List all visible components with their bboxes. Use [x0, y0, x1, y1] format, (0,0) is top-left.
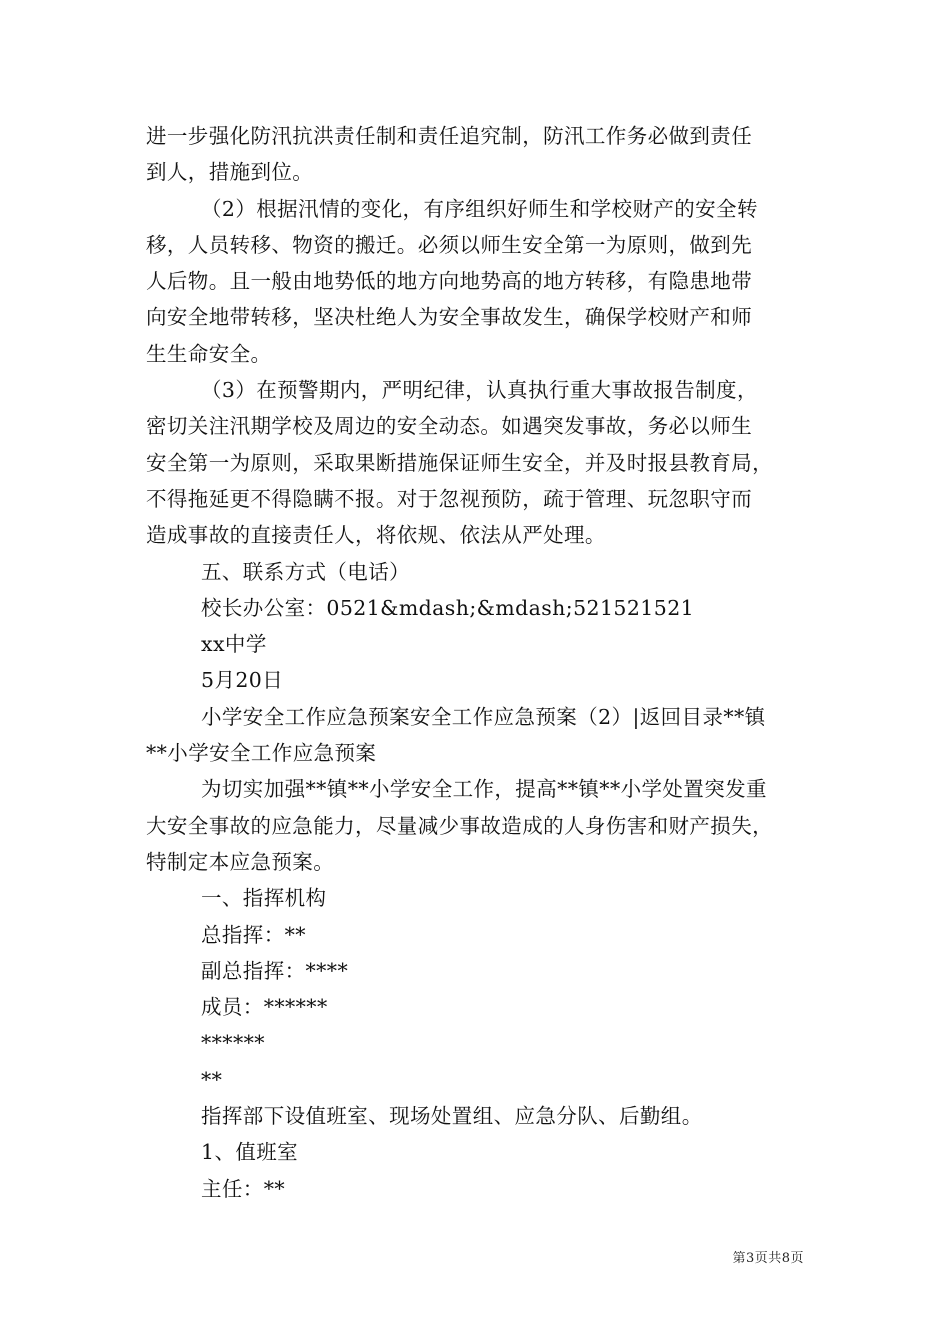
deputy-commander — [146, 953, 814, 989]
text-line: 生生命安全。 — [146, 341, 272, 366]
paragraph-p2 — [146, 191, 814, 372]
text-line: 移，人员转移、物资的搬迁。必须以师生安全第一为原则，做到先 — [146, 232, 753, 257]
text-line: 校长办公室：0521&mdash;&mdash;521521521 — [201, 595, 695, 620]
section-heading-contact — [146, 554, 814, 590]
subsection-duty-room — [146, 1134, 814, 1170]
contact-phone — [146, 590, 814, 626]
section-title-plan — [146, 699, 814, 772]
text-line: 特制定本应急预案。 — [146, 849, 335, 874]
page-number: 第3页共8页 — [732, 1251, 804, 1266]
text-line: 密切关注汛期学校及周边的安全动态。如遇突发事故，务必以师生 — [146, 414, 753, 439]
text-line: 主任：** — [201, 1176, 285, 1201]
paragraph-intro — [146, 771, 814, 880]
commander — [146, 917, 814, 953]
text-line: 人后物。且一般由地势低的地方向地势高的地方转移，有隐患地带 — [146, 269, 753, 294]
text-line: ** — [201, 1067, 223, 1092]
text-line: **小学安全工作应急预案 — [146, 741, 377, 766]
text-line: 安全第一为原则，采取果断措施保证师生安全，并及时报县教育局， — [146, 450, 773, 475]
text-line: 向安全地带转移，坚决杜绝人为安全事故发生，确保学校财产和师 — [146, 305, 753, 330]
text-line: （2）根据汛情的变化，有序组织好师生和学校财产的安全转 — [201, 196, 758, 221]
command-structure — [146, 1098, 814, 1134]
paragraph-p1 — [146, 118, 814, 191]
document-body — [146, 118, 814, 1207]
text-line: 大安全事故的应急能力，尽量减少事故造成的人身伤害和财产损失， — [146, 813, 773, 838]
text-line: 5月20日 — [201, 668, 284, 693]
text-line: 1、值班室 — [201, 1140, 299, 1165]
text-line: 成员：****** — [201, 995, 328, 1020]
members-continued — [146, 1062, 814, 1098]
text-line: 到人，措施到位。 — [146, 160, 314, 185]
text-line: 小学安全工作应急预案安全工作应急预案（2）|返回目录**镇 — [201, 704, 766, 729]
text-line: 一、指挥机构 — [201, 886, 327, 911]
text-line: 指挥部下设值班室、现场处置组、应急分队、后勤组。 — [201, 1104, 703, 1129]
school-name — [146, 626, 814, 662]
text-line: 造成事故的直接责任人，将依规、依法从严处理。 — [146, 523, 606, 548]
text-line: xx中学 — [201, 632, 267, 657]
text-line: 副总指挥：**** — [201, 958, 349, 983]
members-continued — [146, 1025, 814, 1061]
members — [146, 989, 814, 1025]
text-line: （3）在预警期内，严明纪律，认真执行重大事故报告制度， — [201, 378, 758, 403]
text-line: 为切实加强**镇**小学安全工作，提高**镇**小学处置突发重 — [201, 777, 767, 802]
duty-room-director — [146, 1171, 814, 1207]
text-line: 进一步强化防汛抗洪责任制和责任追究制，防汛工作务必做到责任 — [146, 124, 753, 148]
section-heading-command — [146, 880, 814, 916]
text-line: ****** — [201, 1031, 265, 1056]
text-line: 不得拖延更不得隐瞒不报。对于忽视预防，疏于管理、玩忽职守而 — [146, 486, 753, 511]
document-date — [146, 662, 814, 698]
text-line: 总指挥：** — [201, 922, 306, 947]
paragraph-p3 — [146, 372, 814, 553]
text-line: 五、联系方式（电话） — [201, 559, 410, 584]
